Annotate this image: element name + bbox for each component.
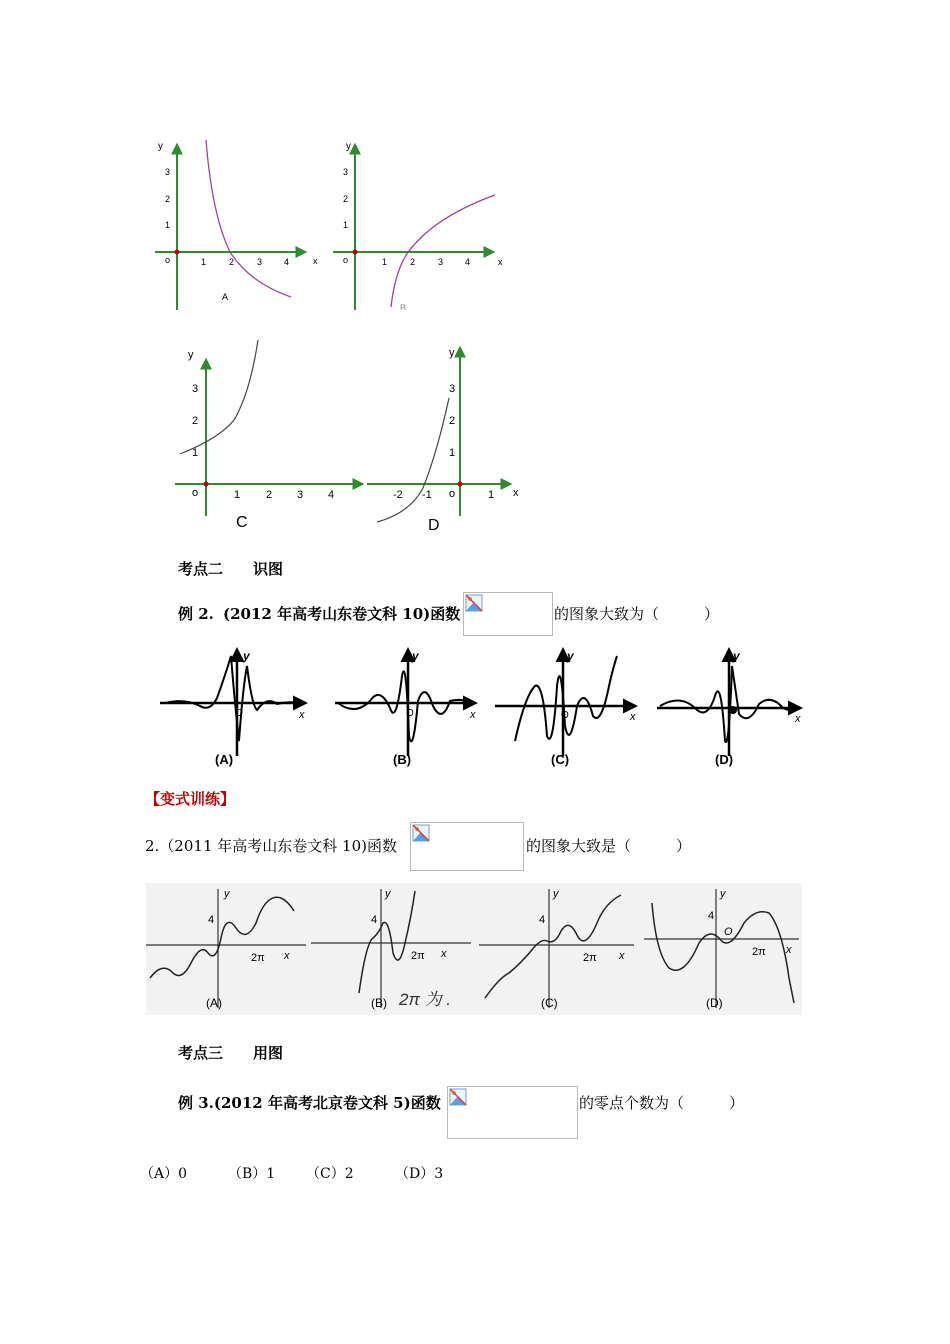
choice-b: （B）1 [228,1166,276,1182]
svg-text:2π: 2π [583,952,597,964]
option-a-label: (A) [215,752,234,767]
svg-text:4: 4 [328,489,335,501]
svg-text:3: 3 [449,383,456,395]
example2-option-a [160,649,305,767]
svg-text:2π: 2π [251,952,265,964]
formula-image-placeholder-2 [410,822,524,871]
svg-text:2: 2 [266,489,273,501]
graph-cd [170,338,530,538]
svg-text:3: 3 [438,257,444,267]
svg-text:x: x [513,487,519,499]
question2-suffix: 的图象大致是（ ） [526,837,692,855]
graph-a-caption: A [222,292,229,302]
variant-title: 【变式训练】 [145,790,236,808]
svg-text:y: y [346,141,351,152]
svg-text:y: y [567,649,574,663]
svg-text:3: 3 [257,257,263,267]
svg-text:2: 2 [229,257,235,267]
broken-image-icon [412,824,430,842]
svg-text:2: 2 [192,415,199,427]
graph-c-caption: C [236,514,248,531]
svg-text:O: O [561,710,569,721]
broken-image-icon [449,1088,467,1106]
svg-text:y: y [412,649,419,663]
choice-d: （D）3 [395,1166,444,1182]
example2-graphs [155,646,805,771]
graph-c [175,340,362,531]
svg-text:o: o [449,488,456,500]
formula-image-placeholder [463,592,553,636]
svg-text:o: o [192,487,199,499]
section3-title: 考点三 用图 [178,1044,284,1062]
svg-text:4: 4 [284,257,290,267]
y-label: y [158,141,163,152]
svg-text:x: x [284,950,290,962]
svg-text:4: 4 [371,914,378,926]
broken-image-icon [465,594,483,612]
svg-text:O: O [235,708,243,719]
svg-text:2: 2 [410,257,416,267]
option-b-label: (B) [393,752,412,767]
question2-graphs [146,883,802,1015]
graph-b [333,141,503,310]
svg-text:1: 1 [201,257,207,267]
svg-text:y: y [243,649,250,663]
graph-ab [150,135,510,310]
svg-text:y: y [553,888,559,900]
example2-option-b [335,649,476,767]
svg-text:1: 1 [192,447,199,459]
example2-option-c [495,649,636,767]
svg-text:3: 3 [165,167,171,177]
svg-text:2: 2 [449,415,456,427]
svg-text:x: x [470,709,476,721]
section2-title: 考点二 识图 [178,560,284,578]
svg-text:4: 4 [208,914,215,926]
svg-text:1: 1 [165,220,171,230]
question2-option-b [311,888,471,1010]
svg-text:-2: -2 [393,489,403,501]
choice-a: （A）0 [140,1166,188,1182]
svg-text:4: 4 [465,257,471,267]
svg-text:2π: 2π [752,946,766,958]
svg-text:2π: 2π [411,950,425,962]
question2-text: 2.（2011 年高考山东卷文科 10)函数 [145,837,397,855]
option-d-label: (D) [715,752,734,767]
graph-d [367,347,519,534]
svg-text:1: 1 [343,220,349,230]
svg-text:y: y [720,888,726,900]
example3-text: 例 3.(2012 年高考北京卷文科 5)函数 [178,1094,441,1112]
svg-text:y: y [385,888,391,900]
svg-text:4: 4 [708,910,715,922]
svg-text:1: 1 [234,489,241,501]
svg-text:O: O [724,926,733,938]
svg-text:3: 3 [343,167,349,177]
svg-text:x: x [619,950,625,962]
handwriting-note: 2π 为 . [399,990,452,1009]
q2-option-d-label: (D) [706,996,723,1010]
example2-prefix: 例 2. [178,605,214,623]
svg-text:-1: -1 [422,489,432,501]
svg-text:y: y [449,347,455,359]
q2-option-a-label: (A) [206,996,222,1010]
svg-text:2: 2 [343,194,349,204]
question2-option-d [644,888,799,1010]
svg-text:x: x [795,713,801,725]
svg-text:x: x [786,944,792,956]
svg-text:3: 3 [297,489,304,501]
graph-d-caption: D [428,517,440,534]
example3-suffix: 的零点个数为（ ） [579,1094,745,1112]
question2-option-c [479,888,634,1010]
svg-text:1: 1 [488,489,495,501]
svg-text:4: 4 [539,914,546,926]
formula-image-placeholder-3 [447,1086,578,1139]
svg-text:x: x [498,257,503,267]
svg-text:O: O [406,708,414,719]
svg-text:2: 2 [165,194,171,204]
example2-text: (2012 年高考山东卷文科 10)函数 [223,605,461,623]
option-c-label: (C) [551,752,570,767]
svg-text:x: x [299,709,305,721]
q2-option-c-label: (C) [541,996,558,1010]
example2-option-d [657,649,801,767]
svg-text:x: x [630,711,636,723]
svg-text:1: 1 [449,447,456,459]
svg-text:y: y [188,349,194,361]
choice-c: （C）2 [306,1166,354,1182]
graph-a [155,140,318,310]
question2-option-a [146,888,306,1010]
svg-text:y: y [224,888,230,900]
example2-suffix: 的图象大致为（ ） [554,605,720,623]
svg-text:1: 1 [382,257,388,267]
svg-text:o: o [165,255,171,265]
svg-text:o: o [343,255,349,265]
svg-text:x: x [441,948,447,960]
svg-text:3: 3 [192,383,199,395]
q2-option-b-label: (B) [371,996,387,1010]
svg-text:x: x [313,256,318,266]
graph-b-caption: B [400,303,407,310]
svg-text:y: y [733,649,740,663]
